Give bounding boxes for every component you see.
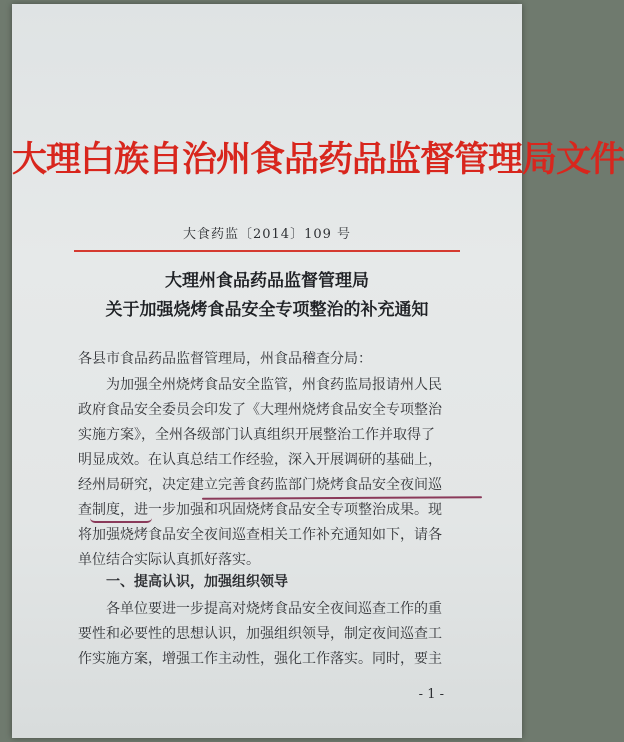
red-divider-rule xyxy=(74,250,460,252)
paragraph-line: 实施方案》，全州各级部门认真组织开展整治工作并取得了 xyxy=(78,427,435,443)
paragraph-line: 明显成效。在认真总结工作经验，深入开展调研的基础上， xyxy=(78,452,442,468)
paragraph-line: 查制度，进一步加强和巩固烧烤食品安全专项整治成果。现 xyxy=(78,502,442,518)
paragraph-line: 政府食品安全委员会印发了《大理州烧烤食品安全专项整治 xyxy=(78,402,442,418)
notice-title-line-2: 关于加强烧烤食品安全专项整治的补充通知 xyxy=(105,300,429,320)
handwritten-underline xyxy=(90,518,152,523)
paragraph-line: 作实施方案，增强工作主动性，强化工作落实。同时，要主 xyxy=(78,651,442,667)
paragraph-line: 单位结合实际认真抓好落实。 xyxy=(78,552,260,568)
salutation: 各县市食品药品监督管理局，州食品稽查分局： xyxy=(78,351,372,367)
section-heading-1: 一、提高认识，加强组织领导 xyxy=(106,574,288,590)
paragraph-line: 要性和必要性的思想认识，加强组织领导，制定夜间巡查工 xyxy=(78,626,442,642)
notice-title-line-1: 大理州食品药品监督管理局 xyxy=(165,271,369,291)
paragraph-line: 经州局研究，决定建立完善食药监部门烧烤食品安全夜间巡 xyxy=(78,477,442,493)
paragraph-line: 各单位要进一步提高对烧烤食品安全夜间巡查工作的重 xyxy=(106,601,442,617)
paragraph-line: 为加强全州烧烤食品安全监管，州食药监局报请州人民 xyxy=(106,377,442,393)
document-page xyxy=(12,4,624,738)
body-paragraph-2 xyxy=(78,597,474,672)
paragraph-line: 将加强烧烤食品安全夜间巡查相关工作补充通知如下，请各 xyxy=(78,527,442,543)
page-number: - 1 - xyxy=(418,687,444,702)
body-paragraph-1 xyxy=(78,373,474,573)
document-number: 大食药监〔2014〕109 号 xyxy=(182,227,352,242)
document-headline: 大理白族自治州食品药品监督管理局文件 xyxy=(12,139,624,180)
